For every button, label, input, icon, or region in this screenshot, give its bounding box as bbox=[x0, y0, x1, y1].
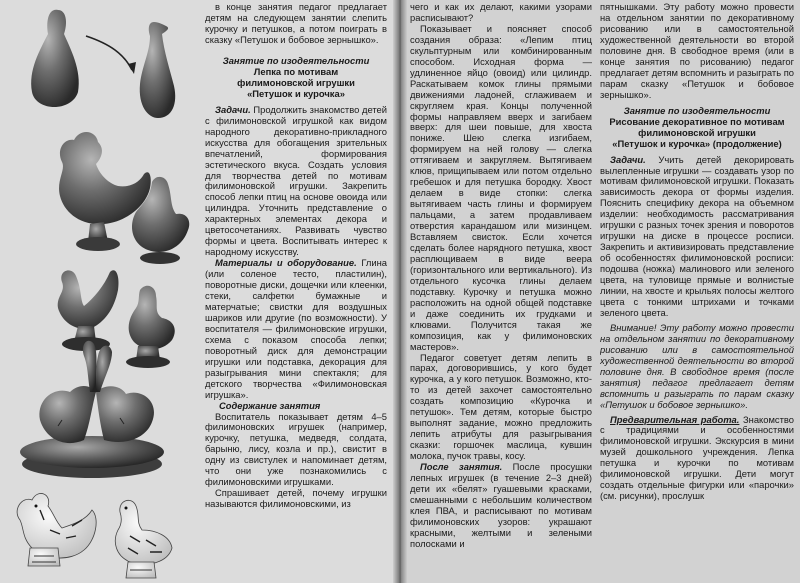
clay-ovoid-figure bbox=[31, 10, 79, 107]
materials-paragraph bbox=[205, 258, 387, 400]
content-paragraph: Спрашивает детей, почему игрушки называются филимоновскими, из bbox=[205, 487, 387, 510]
left-text-column bbox=[205, 2, 387, 581]
content-label: Содержание занятия bbox=[219, 399, 321, 411]
heading-line: филимоновской игрушки bbox=[638, 126, 756, 138]
intro-paragraph: в конце занятия педагог предлагает детям на следующем занятии слепить курочку и петушков, а потом поиграть в сказку «Петушок и бобовое зернышко». bbox=[205, 2, 387, 45]
prelim-text: Знакомство с традициями и особенностями филимоновской игрушки. Экскурсия в мини музей дошкольного учреждения. Лепка петушка и курочки по мотивам филимоновской игрушки. Дети могут создать отдельные фигурки или «парочки» (см. рисунки), прослушк bbox=[600, 413, 794, 502]
tasks-label: Задачи. bbox=[215, 103, 251, 115]
materials-label: Материалы и оборудование. bbox=[215, 257, 357, 269]
after-class-label: После занятия. bbox=[420, 461, 503, 473]
heading-line: Рисование декоративное по мотивам bbox=[609, 115, 785, 127]
after-class-paragraph bbox=[410, 462, 592, 550]
illustrations bbox=[0, 0, 205, 583]
prelim-paragraph bbox=[600, 415, 794, 503]
tasks-label: Задачи. bbox=[610, 153, 646, 165]
middle-paragraph: Показывает и поясняет способ создания образа: «Лепим птиц скульптурным или комбинированным способом. Исходная форма — удлиненное яйцо (овоид) или цилиндр. Раскатываем комок глины прямыми движениями ладоней, сглаживаем и скругляем края. Концы полученной формы направляем вверх и загибаем вверх: для шеи повыше, для хвоста пониже. Шею слегка изгибаем, формируем на ней голову — слегка оттягиваем и закругляем. Вытягиваем клюв, прищипываем или потом отдельно гребешок и для петушка бородку. Хвост делаем в виде стопки: слегка вытягиваем часть глины и формируем пальцами, а затем продавливаем отверстия карандашом или мизинцем. Вставляем свисток. Если хочется сделать более нарядного петушка, хвост расплющиваем в виде веера (горизонтального или вертикального). Из отдельного кусочка глины делаем подставку. Курочку и петушка можно расположить на одной общей подставке и даже соединить их грудками и клювами. Получится такая же композиция, как у филимоновских мастеров». bbox=[410, 22, 592, 352]
attention-paragraph: Внимание! Эту работу можно провести на отдельном занятии по декоративному рисованию или в самостоятельной художественной деятельности во второй половине дня. В свободное время (после занятия) педагог предлагает детям вспомнить и разыграть по парам сказку «Петушок и бобовое зернышко». bbox=[600, 321, 794, 410]
after-class-text: После просушки лепных игрушек (в течение 2–3 дней) дети их «белят» гуашевыми красками, смешанными с небольшим количеством клея ПВА, и расписывают по мотивам филимоновских узоров: украшают красными, желтыми и зелеными полосками и bbox=[410, 461, 592, 549]
heading-line: «Петушок и курочка» bbox=[247, 87, 345, 99]
materials-text: Глина (или соленое тесто, пластилин), поворотные диски, дощечки или клеенки, стеки, салфетки бумажные и матерчатые; свистки для воздушных шариков или другие (по возможности). У воспитателя — филимоновские игрушки, схема с показом способа лепки; поворотный диск для демонстрации игрушки или подставка, декорация для разыгрывания мини спектакля; для детского творчества «Филимоновская игрушка». bbox=[205, 257, 387, 400]
right-paragraph: пятнышками. Эту работу можно провести на отдельном занятии по декоративному рисованию или в самостоятельной художественной деятельности во второй половине дня. В свободное время (или в конце занятия по рисованию) педагог предлагает детям вспомнить и разыграть по парам сказку «Петушок и бобовое зернышко». bbox=[600, 2, 794, 100]
clay-hen-figure bbox=[126, 286, 175, 368]
middle-text-column bbox=[410, 2, 592, 581]
book-gutter bbox=[393, 0, 407, 583]
clay-rooster-on-stand-figure bbox=[58, 270, 119, 351]
tasks-text: Учить детей декорировать вылепленные игрушки — создавать узор по мотивам филимоновской игрушки. Показать зависимость декора от формы изделия. Пояснить специфику декора на объемном изделии: необходимость рассматривания игрушки с разных точек зрения и поворотов игрушки на диске в процессе росписи. Закрепить и активизировать представление об особенностях филимоновской росписи: подошва (ножка) малинового или зеленого цвета, на туловище прямые и волнистые линии, на хвосте и крыльях полосы желтого цвета с тонкими штрихами и точками зеленого цвета. bbox=[600, 153, 794, 318]
tasks-paragraph bbox=[205, 105, 387, 258]
middle-paragraph: Педагог советует детям лепить в парах, договорившись, у кого будет курочка, а у кого петушок. Возможно, кто-то из детей захочет самостоятельно создать композицию «Курочка и петушок». Тем детям, которые быстро выполнят задание, можно предложить лепить атрибуты для разыгрывания сказки: горшочек маслица, кувшин молока, пучок травы, косу. bbox=[410, 351, 592, 462]
painted-rooster-toy bbox=[17, 493, 96, 566]
heading-line: Занятие по изодеятельности bbox=[222, 54, 370, 66]
middle-paragraph: чего и как их делают, какими узорами расписывают? bbox=[410, 2, 592, 23]
tasks-paragraph bbox=[600, 155, 794, 319]
heading-line: Лепка по мотивам bbox=[253, 65, 339, 77]
heading-line: «Петушок и курочка» (продолжение) bbox=[612, 137, 782, 149]
prelim-label: Предварительная работа. bbox=[610, 413, 740, 425]
lesson-heading bbox=[600, 105, 794, 149]
arrow-icon bbox=[86, 36, 136, 74]
clay-bird-shaped-figure bbox=[140, 22, 175, 118]
heading-line: Занятие по изодеятельности bbox=[623, 104, 771, 116]
tasks-text: Продолжить знакомство детей с филимоновской игрушкой как видом народного декоративно-прикладного искусства для обогащения зрительных впечатлений, формирования эстетического вкуса. Создать условия для творчества детей по мотивам филимоновской игрушки. Закрепить способ лепки птиц на основе овоида или цилиндра. Уточнить представление о характерных элементах декора и цветосочетаниях. Развивать чувство формы и цвета. Воспитывать интерес к народному искусству. bbox=[205, 103, 387, 258]
painted-hen-toy bbox=[115, 500, 172, 578]
content-paragraph: Воспитатель показывает детям 4–5 филимоновских игрушек (например, курочку, петушка, медведя, солдата, барыню, лису, козла и пр.), свистит в одну из свистулек и напоминает детям, что они уже познакомились с филимоновскими игрушками. bbox=[205, 410, 387, 488]
lesson-heading bbox=[205, 55, 387, 99]
right-text-column bbox=[600, 2, 794, 581]
heading-line: филимоновской игрушки bbox=[237, 76, 355, 88]
